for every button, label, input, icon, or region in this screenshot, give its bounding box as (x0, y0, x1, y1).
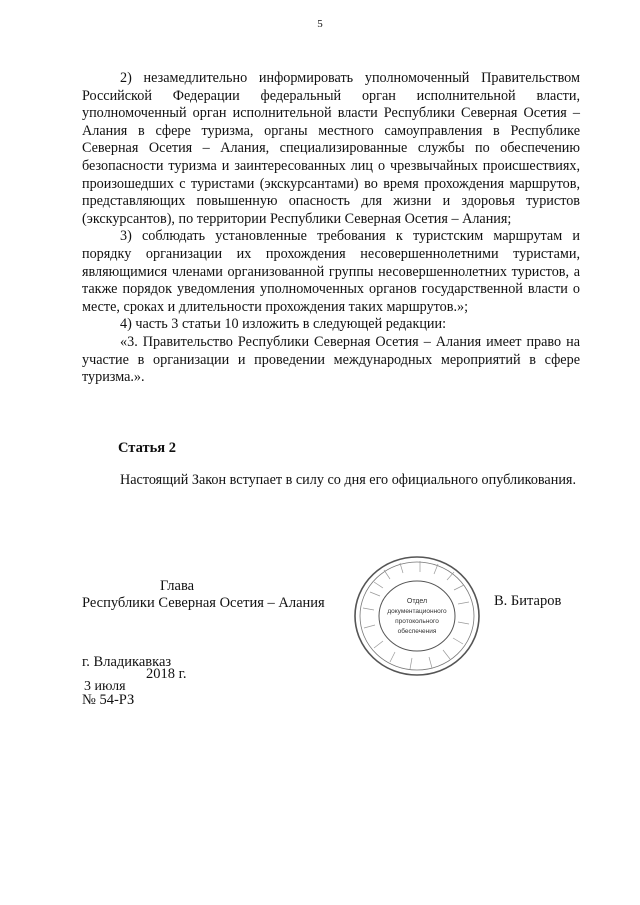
article-heading: Статья 2 (118, 440, 176, 456)
signature-title: Глава (160, 578, 195, 594)
stamp-line-2: документационного (387, 608, 447, 615)
place-of-signing: г. Владикавказ (82, 654, 172, 670)
stamp-line-3: протокольного (395, 618, 439, 625)
stamp-line-4: обеспечения (397, 628, 437, 635)
amendment-text (82, 70, 580, 387)
article-text: Настоящий Закон вступает в силу со дня его официального опубликования. (120, 472, 576, 488)
law-number: № 54-РЗ (82, 692, 135, 708)
official-seal (350, 552, 484, 680)
paragraph-quote: «3. Правительство Республики Северная Осетия – Алания имеет право на участие в организации и проведении международных мероприятий в сфере туризма.». (82, 333, 580, 386)
date-year: 2018 г. (146, 666, 187, 682)
page-number: 5 (317, 18, 323, 30)
paragraph-item-3: 3) соблюдать установленные требования к туристским маршрутам и порядку организации их прохождения несовершеннолетними туристами, являющимися членами организованной группы несовершеннолетних туристов, а также порядок уведомления уполномоченных органов государственной власти о месте, сроках и длительности прохождения таких маршрутов.»; (82, 228, 580, 315)
signatory-name: В. Битаров (494, 593, 562, 609)
stamp-line-1: Отдел (406, 598, 428, 605)
date-day: 3 июля (84, 679, 126, 694)
paragraph-item-2: 2) незамедлительно информировать уполномоченный Правительством Российской Федерации федеральный орган исполнительной власти, уполномоченный орган исполнительной власти Республики Северная Осетия – Алания в сфере туризма, органы местного самоуправления в Республике Северная Осетия – Алания, специализированные службы по обеспечению безопасности туризма и заинтересованных лиц о чрезвычайных происшествиях, произошедших с туристами (экскурсантами) во время прохождения маршрутов, представляющих повышенную опасность для жизни и здоровья туристов (экскурсантов), по территории Республики Северная Осетия – Алания; (82, 70, 580, 227)
paragraph-item-4: 4) часть 3 статьи 10 изложить в следующей редакции: (120, 316, 447, 333)
signature-organization: Республики Северная Осетия – Алания (82, 595, 325, 611)
